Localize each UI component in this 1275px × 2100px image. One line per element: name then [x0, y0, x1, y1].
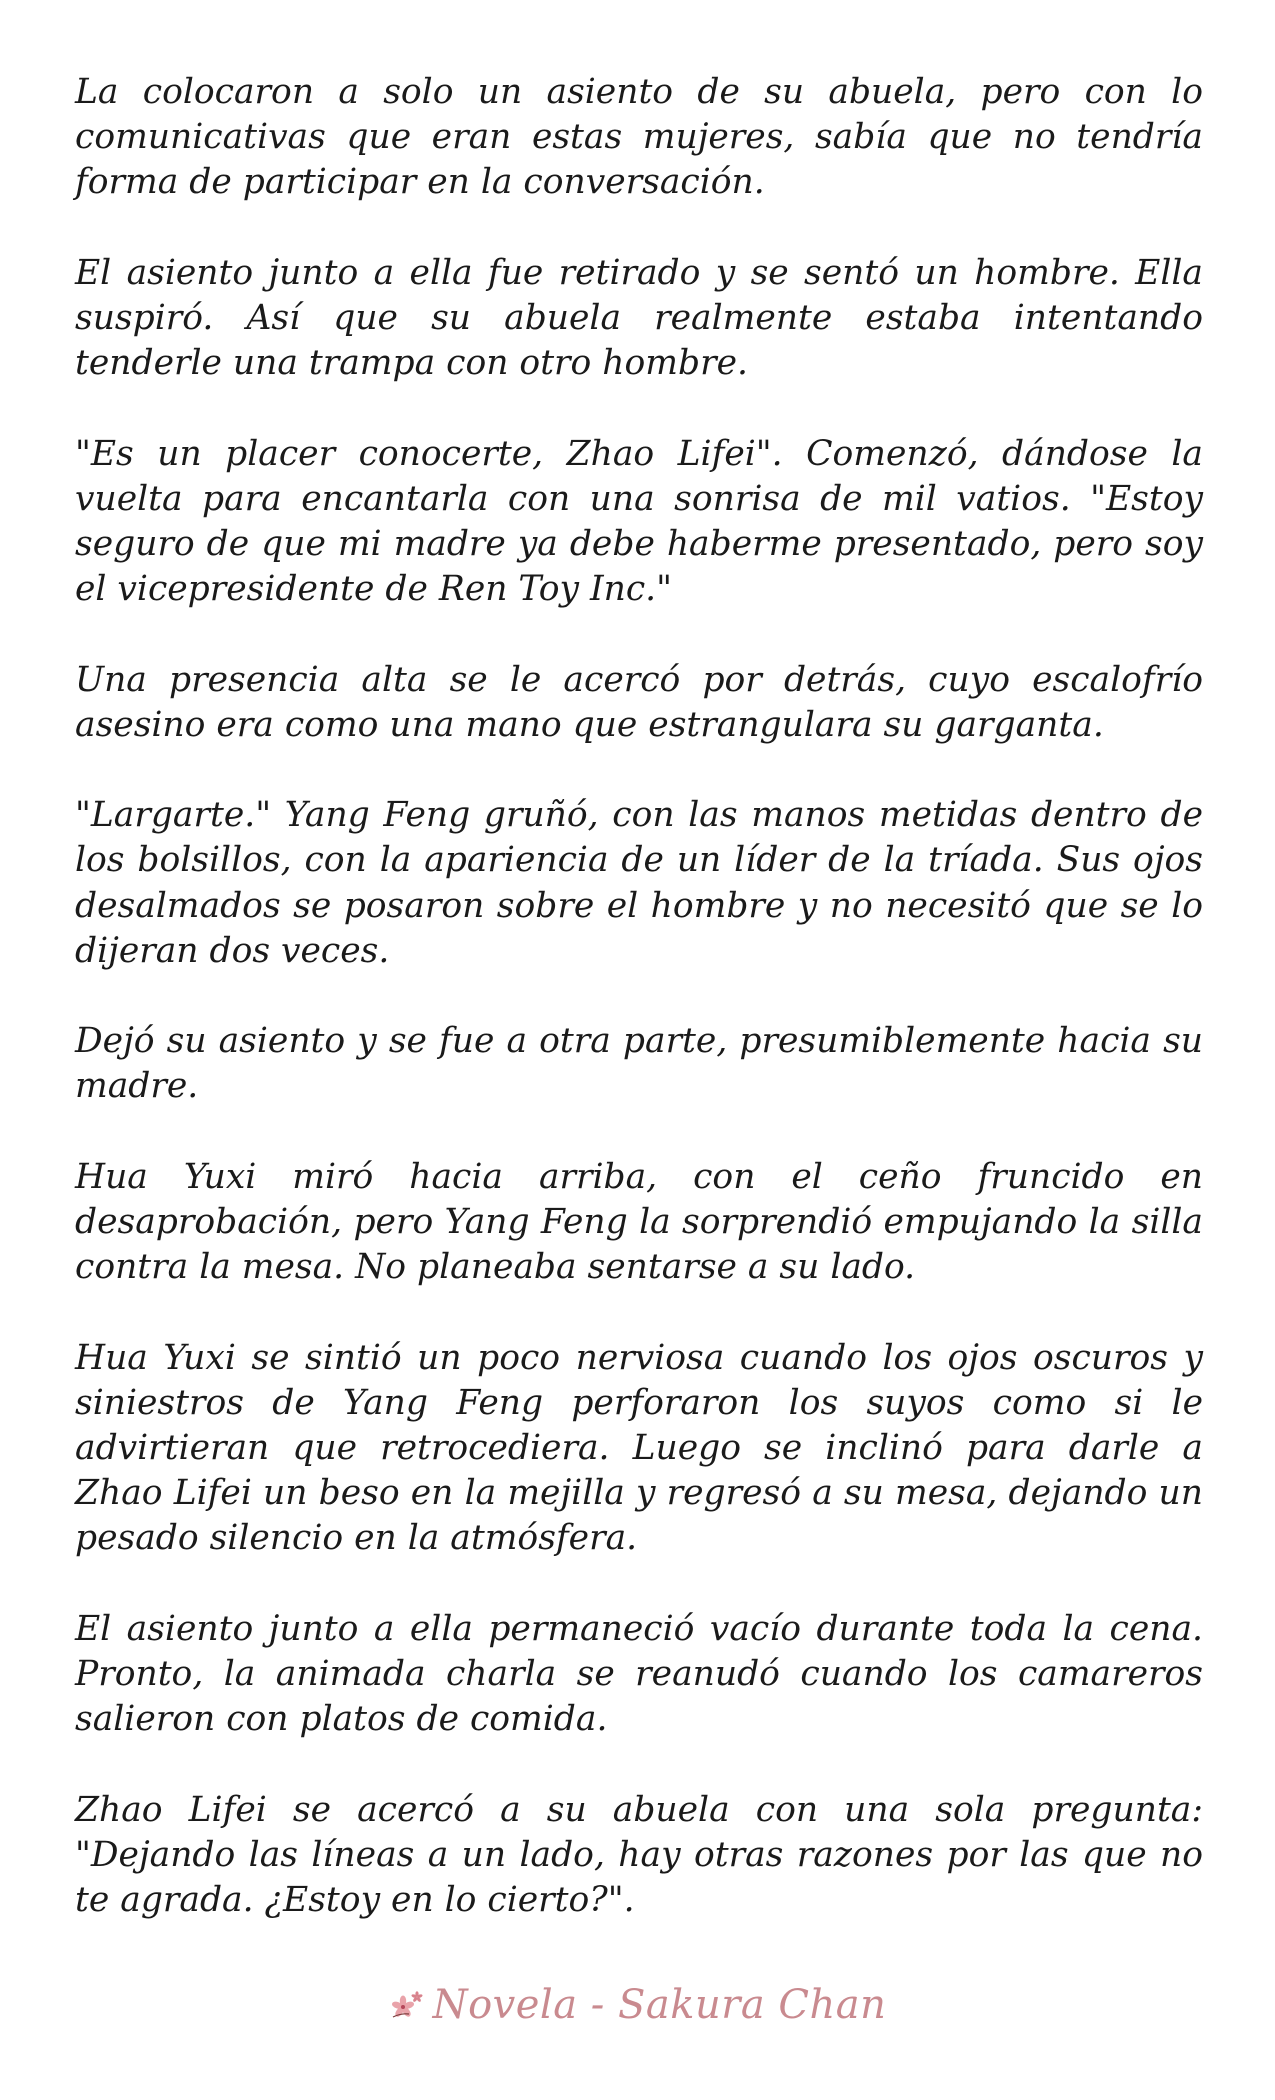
- paragraph-10: Zhao Lifei se acercó a su abuela con una sola pregunta: "Dejando las líneas a un lado, hay otras razones por las que no te agrada. ¿Estoy en lo cierto?".: [75, 1789, 1203, 1920]
- paragraph-1: La colocaron a solo un asiento de su abuela, pero con lo comunicativas que eran estas mujeres, sabía que no tendría forma de participar en la conversación.: [75, 72, 1203, 203]
- watermark: [0, 1975, 1275, 2035]
- paragraph-4: Una presencia alta se le acercó por detrás, cuyo escalofrío asesino era como una mano que estrangulara su garganta.: [75, 659, 1203, 745]
- watermark-text: Novela - Sakura Chan: [432, 1982, 887, 2028]
- paragraph-9: El asiento junto a ella permaneció vacío durante toda la cena. Pronto, la animada charla se reanudó cuando los camareros salieron con platos de comida.: [75, 1608, 1203, 1740]
- sakura-flower-icon: [389, 1987, 425, 2023]
- paragraph-8: Hua Yuxi se sintió un poco nerviosa cuando los ojos oscuros y siniestros de Yang Feng perforaron los suyos como si le advirtieran que retrocediera. Luego se inclinó para darle a Zhao Lifei un beso en la mejilla y regresó a su mesa, dejando un pesado silencio en la atmósfera.: [75, 1337, 1203, 1559]
- story-text: [75, 70, 1203, 1968]
- paragraph-6: Dejó su asiento y se fue a otra parte, presumiblemente hacia su madre.: [75, 1021, 1203, 1107]
- paragraph-5: "Largarte." Yang Feng gruñó, con las manos metidas dentro de los bolsillos, con la apariencia de un líder de la tríada. Sus ojos desalmados se posaron sobre el hombre y no necesitó que se lo dijeran dos veces.: [75, 795, 1203, 971]
- paragraph-3: "Es un placer conocerte, Zhao Lifei". Comenzó, dándose la vuelta para encantarla con una sonrisa de mil vatios. "Estoy seguro de que mi madre ya debe haberme presentado, pero soy el vicepresidente de Ren Toy Inc.": [75, 433, 1203, 610]
- paragraph-7: Hua Yuxi miró hacia arriba, con el ceño fruncido en desaprobación, pero Yang Feng la sorprendió empujando la silla contra la mesa. No planeaba sentarse a su lado.: [75, 1156, 1203, 1288]
- paragraph-2: El asiento junto a ella fue retirado y se sentó un hombre. Ella suspiró. Así que su abuela realmente estaba intentando tenderle una trampa con otro hombre.: [75, 252, 1203, 384]
